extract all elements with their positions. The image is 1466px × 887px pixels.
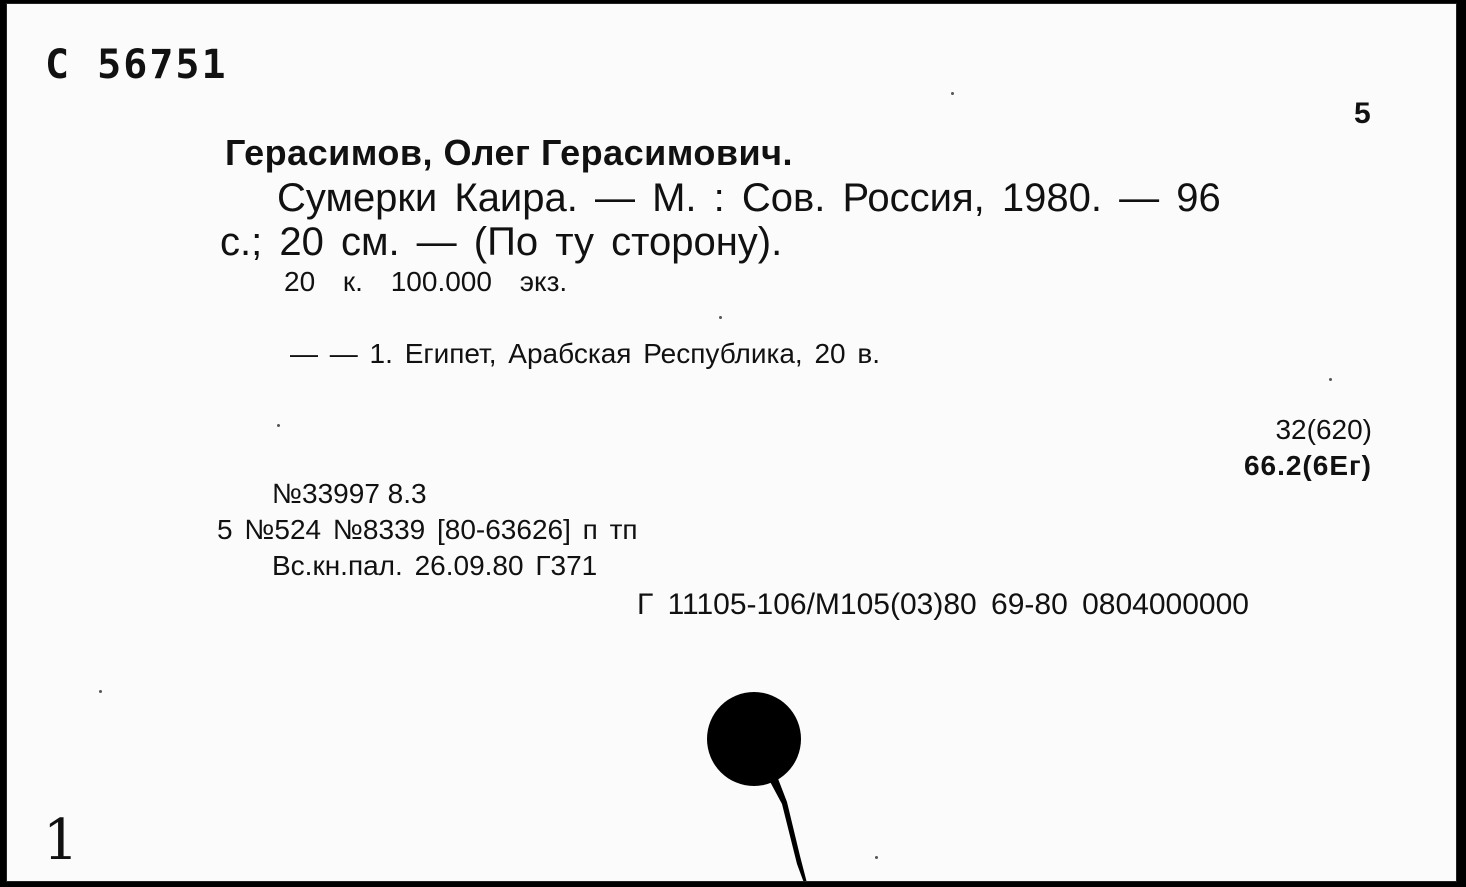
catalog-stamp: С 56751: [45, 42, 228, 88]
handwritten-mark: 1: [43, 808, 79, 873]
speck: [99, 690, 102, 693]
speck: [875, 856, 878, 859]
speck: [1329, 378, 1332, 381]
price-line: 20 к. 100.000 экз.: [284, 266, 568, 297]
title-line-2: с.; 20 см. — (По ту сторону).: [220, 220, 783, 264]
registry-line-1: №33997 8.3: [272, 478, 427, 509]
registry-line-3: Вс.кн.пал. 26.09.80 Г371: [272, 550, 598, 581]
speck: [277, 424, 280, 427]
speck: [951, 92, 954, 95]
classification-bbk: 66.2(6Ег): [1243, 450, 1372, 481]
registry-line-2: 5 №524 №8339 [80-63626] п тп: [217, 514, 638, 545]
hole-tear-mark: [7, 4, 1457, 882]
author-heading: Герасимов, Олег Герасимович.: [225, 132, 794, 173]
card-number: 5: [1354, 97, 1371, 130]
subject-line: — — 1. Египет, Арабская Республика, 20 в.: [290, 338, 881, 369]
catalog-card: [6, 3, 1457, 882]
classification-udc: 32(620): [1275, 414, 1372, 445]
speck: [719, 316, 722, 319]
title-line-1: Сумерки Каира. — М. : Сов. Россия, 1980. — 96: [277, 176, 1221, 220]
code-line: Г 11105-106/М105(03)80 69-80 0804000000: [637, 588, 1249, 621]
